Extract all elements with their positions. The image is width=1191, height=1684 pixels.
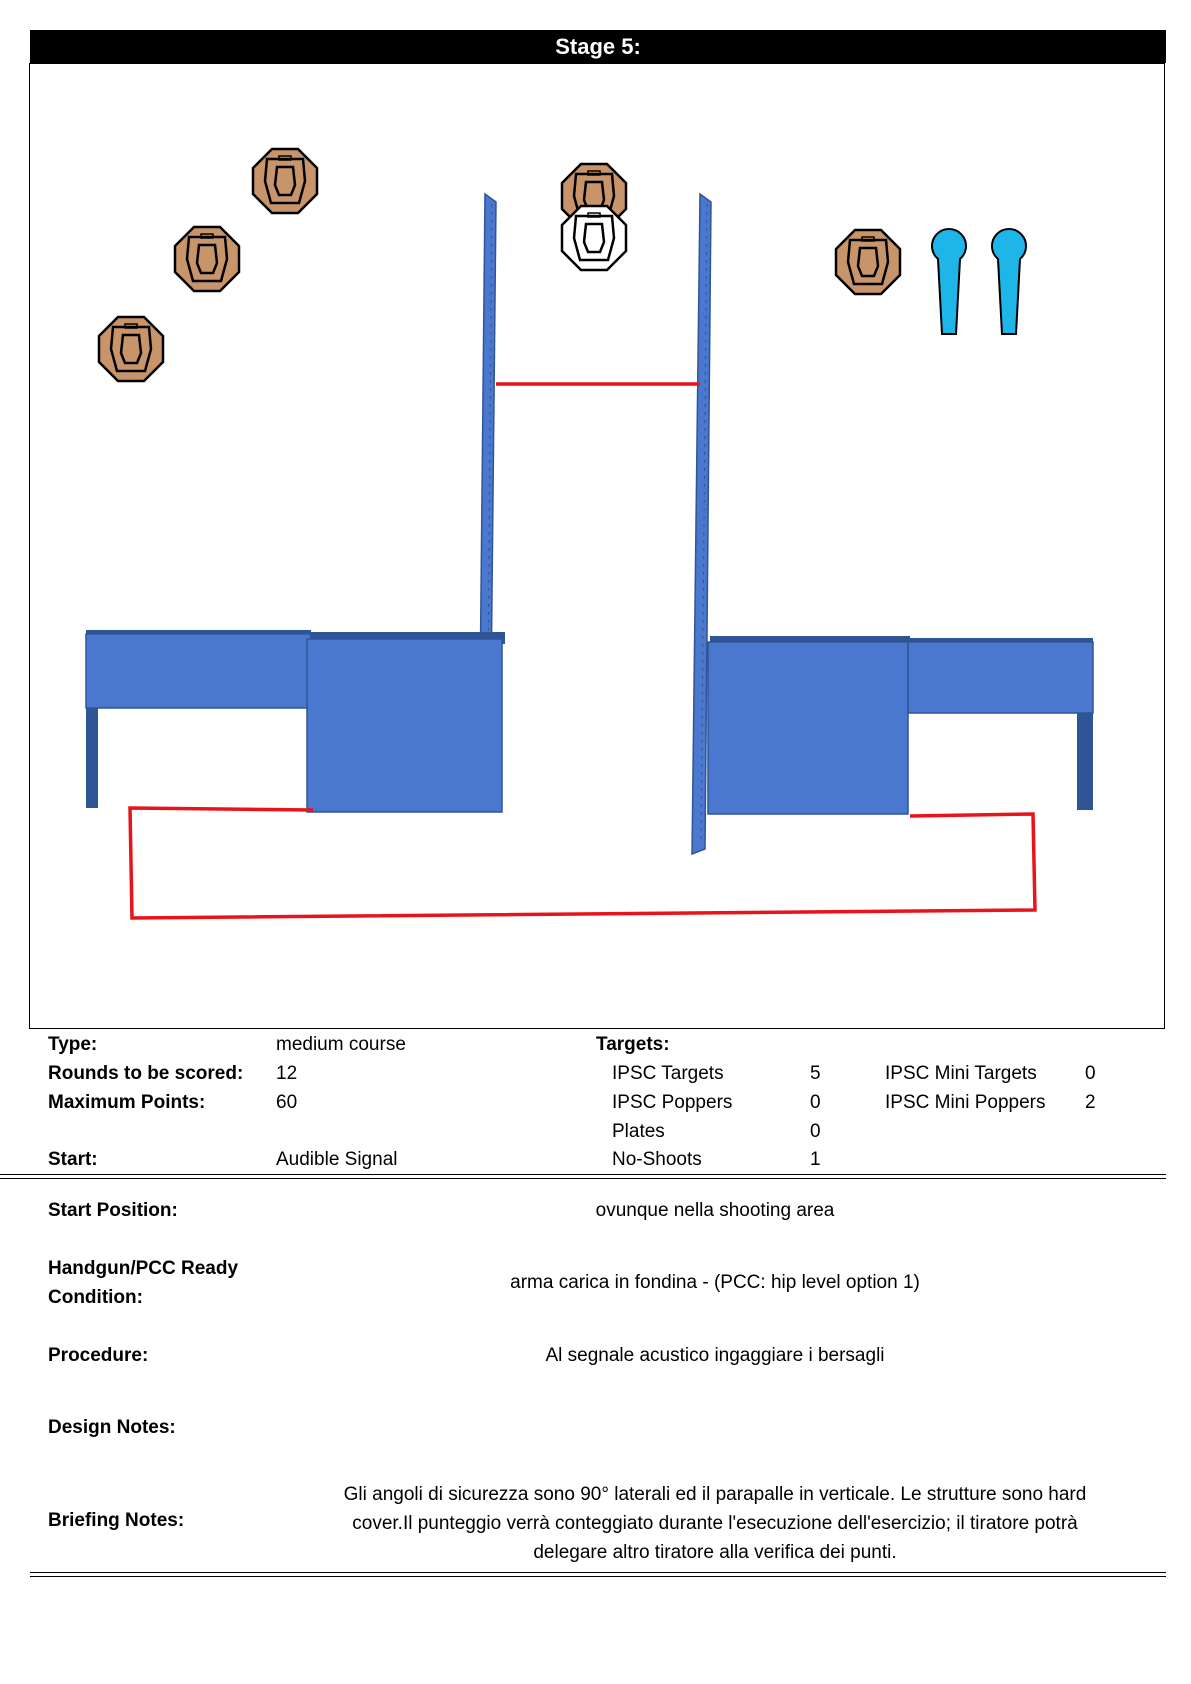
briefing-line: Gli angoli di sicurezza sono 90° laterali ed il parapalle in verticale. Le strutture sono hard [343, 1484, 1087, 1505]
procedure-value: Al segnale acustico ingaggiare i bersagli [545, 1345, 885, 1366]
target-count-ipsc-poppers: 0 [810, 1092, 821, 1113]
ready-condition-label-line1: Handgun/PCC Ready [48, 1258, 239, 1279]
rounds-value: 12 [276, 1063, 298, 1084]
ready-condition-value: arma carica in fondina - (PCC: hip level option 1) [510, 1272, 920, 1293]
left-barricade [86, 630, 505, 812]
mini-popper-icon [992, 229, 1026, 334]
bottom-divider [30, 1572, 1166, 1577]
target-count-no-shoots: 1 [810, 1149, 821, 1170]
target-name-no-shoots: No-Shoots [612, 1149, 702, 1170]
max-points-value: 60 [276, 1092, 298, 1113]
ipsc-target-icon [99, 317, 163, 381]
ready-condition-label-line2: Condition: [48, 1287, 143, 1308]
mini-popper-icon [932, 229, 966, 334]
start-value: Audible Signal [276, 1149, 398, 1170]
target-count-ipsc-targets: 5 [810, 1063, 821, 1084]
target-count-ipsc-mini-poppers: 2 [1085, 1092, 1096, 1113]
stage-title: Stage 5: [30, 30, 1166, 63]
right-barricade [708, 636, 1093, 814]
targets-label: Targets: [596, 1034, 670, 1055]
max-points-label: Maximum Points: [48, 1092, 206, 1113]
ipsc-target-icon [253, 149, 317, 213]
stage-diagram [29, 63, 1165, 1029]
design-notes-label: Design Notes: [48, 1417, 176, 1438]
no-shoot-target-icon [562, 206, 626, 270]
ipsc-target-icon [836, 230, 900, 294]
target-name-ipsc-poppers: IPSC Poppers [612, 1092, 733, 1113]
rounds-label: Rounds to be scored: [48, 1063, 244, 1084]
start-position-value: ovunque nella shooting area [595, 1200, 835, 1221]
briefing-notes-label: Briefing Notes: [48, 1510, 185, 1531]
target-name-plates: Plates [612, 1121, 665, 1142]
target-name-ipsc-targets: IPSC Targets [612, 1063, 724, 1084]
stage-diagram-svg [30, 64, 1165, 1029]
procedure-label: Procedure: [48, 1345, 149, 1366]
ipsc-target-icon [175, 227, 239, 291]
target-count-plates: 0 [810, 1121, 821, 1142]
target-name-ipsc-mini-poppers: IPSC Mini Poppers [885, 1092, 1046, 1113]
briefing-line: delegare altro tiratore alla verifica dei punti. [533, 1542, 897, 1563]
target-name-ipsc-mini-targets: IPSC Mini Targets [885, 1063, 1037, 1084]
start-position-label: Start Position: [48, 1200, 178, 1221]
target-count-ipsc-mini-targets: 0 [1085, 1063, 1096, 1084]
section-divider [0, 1174, 1166, 1179]
briefing-notes-value [270, 1480, 1160, 1567]
type-label: Type: [48, 1034, 98, 1055]
start-label: Start: [48, 1149, 98, 1170]
type-value: medium course [276, 1034, 406, 1055]
briefing-line: cover.Il punteggio verrà conteggiato durante l'esecuzione dell'esercizio; il tiratore potrà [352, 1513, 1078, 1534]
